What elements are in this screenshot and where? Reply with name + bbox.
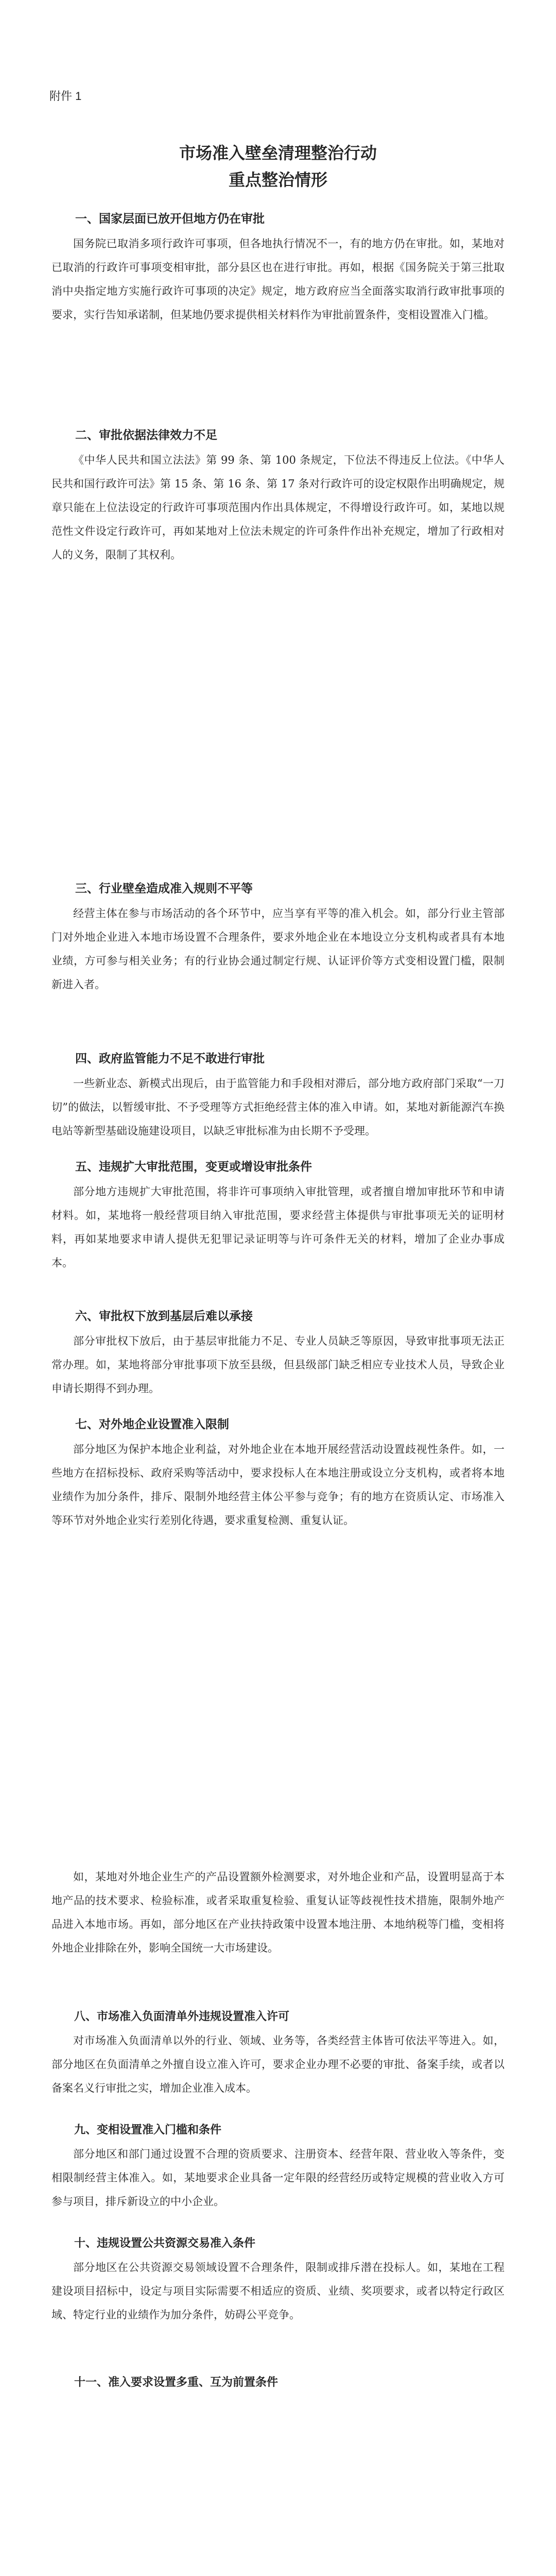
section-paragraph: 部分地区在公共资源交易领域设置不合理条件，限制或排斥潜在投标人。如，某地在工程建设项目招标中，设定与项目实际需要不相适应的资质、业绩、奖项要求，或者以特定行政区域、特定行业的业绩作为加分条件，妨碍公平竞争。	[51, 2261, 505, 2321]
section-1	[51, 206, 505, 327]
document-title	[51, 140, 505, 193]
section-paragraph: 经营主体在参与市场活动的各个环节中，应当享有平等的准入机会。如，部分行业主管部门对外地企业进入本地市场设置不合理条件，要求外地企业在本地设立分支机构或者具有本地业绩，方可参与相关业务；有的行业协会通过制定行规、认证评价等方式变相设置门槛，限制新进入者。	[51, 907, 505, 991]
section-8	[51, 2004, 505, 2100]
section-paragraph: 《中华人民共和国立法法》第 99 条、第 100 条规定，下位法不得违反上位法。《中华人民共和国行政许可法》第 15 条、第 16 条、第 17 条对行政许可的设定权限作出明确规定，规章只能在上位法设定的行政许可事项范围内作出具体规定，不得增设行政许可。如，某地以规范性文件设定行政许可，再如某地对上位法未规定的许可条件作出补充规定，增加了行政相对人的义务，限制了其权利。	[51, 454, 505, 561]
section-paragraph: 如，某地对外地企业生产的产品设置额外检测要求，对外地企业和产品，设置明显高于本地产品的技术要求、检验标准，或者采取重复检验、重复认证等歧视性技术措施，限制外地产品进入本地市场。再如，部分地区在产业扶持政策中设置本地注册、本地纳税等门槛，变相将外地企业排除在外，影响全国统一大市场建设。	[51, 1871, 505, 1954]
section-heading: 十、违规设置公共资源交易准入条件	[74, 2236, 256, 2250]
section-7-continued	[51, 1865, 505, 1960]
section-heading: 六、审批权下放到基层后难以承接	[75, 1310, 253, 1323]
section-3	[51, 876, 505, 996]
section-heading: 九、变相设置准入门槛和条件	[74, 2123, 222, 2137]
section-heading: 五、违规扩大审批范围，变更或增设审批条件	[75, 1160, 312, 1174]
attachment-label: 附件 1	[49, 90, 82, 103]
section-heading: 二、审批依据法律效力不足	[75, 429, 217, 442]
section-heading: 四、政府监管能力不足不敢进行审批	[75, 1052, 265, 1065]
section-10	[51, 2231, 505, 2327]
section-heading: 十一、准入要求设置多重、互为前置条件	[74, 2376, 279, 2389]
section-11	[51, 2370, 505, 2395]
section-paragraph: 国务院已取消多项行政许可事项，但各地执行情况不一，有的地方仍在审批。如，某地对已取消的行政许可事项变相审批，部分县区也在进行审批。再如，根据《国务院关于第三批取消中央指定地方实施行政许可事项的决定》规定，地方政府应当全面落实取消行政审批事项的要求，实行告知承诺制，但某地仍要求提供相关材料作为审批前置条件，变相设置准入门槛。	[51, 238, 505, 321]
section-heading: 八、市场准入负面清单外违规设置准入许可	[74, 2010, 290, 2023]
title-line-2: 重点整治情形	[228, 170, 327, 190]
section-paragraph: 一些新业态、新模式出现后，由于监管能力和手段相对滞后，部分地方政府部门采取“一刀切”的做法，以暂缓审批、不予受理等方式拒绝经营主体的准入申请。如，某地对新能源汽车换电站等新型基础设施建设项目，以缺乏审批标准为由长期不予受理。	[51, 1077, 505, 1137]
section-2	[51, 422, 505, 567]
section-paragraph: 部分审批权下放后，由于基层审批能力不足、专业人员缺乏等原因，导致审批事项无法正常办理。如，某地将部分审批事项下放至县级，但县级部门缺乏相应专业技术人员，导致企业申请长期得不到办理。	[51, 1335, 505, 1395]
section-5	[51, 1154, 505, 1275]
section-paragraph: 部分地方违规扩大审批范围，将非许可事项纳入审批管理，或者擅自增加审批环节和申请材料。如，某地将一般经营项目纳入审批范围，要求经营主体提供与审批事项无关的证明材料，再如某地要求申请人提供无犯罪记录证明等与许可条件无关的材料，增加了企业办事成本。	[51, 1185, 505, 1269]
section-heading: 三、行业壁垒造成准入规则不平等	[75, 882, 253, 895]
section-paragraph: 对市场准入负面清单以外的行业、领域、业务等，各类经营主体皆可依法平等进入。如，部分地区在负面清单之外擅自设立准入许可，要求企业办理不必要的审批、备案手续，或者以备案名义行审批之实，增加企业准入成本。	[51, 2035, 505, 2094]
section-7	[51, 1412, 505, 1532]
section-paragraph: 部分地区和部门通过设置不合理的资质要求、注册资本、经营年限、营业收入等条件，变相限制经营主体准入。如，某地要求企业具备一定年限的经营经历或特定规模的营业收入方可参与项目，排斥新设立的中小企业。	[51, 2148, 505, 2208]
title-line-1: 市场准入壁垒清理整治行动	[179, 143, 377, 163]
section-heading: 七、对外地企业设置准入限制	[75, 1418, 229, 1431]
section-heading: 一、国家层面已放开但地方仍在审批	[75, 212, 265, 226]
section-6	[51, 1303, 505, 1400]
section-4	[51, 1046, 505, 1143]
section-9	[51, 2117, 505, 2213]
section-paragraph: 部分地区为保护本地企业利益，对外地企业在本地开展经营活动设置歧视性条件。如，一些地方在招标投标、政府采购等活动中，要求投标人在本地注册或设立分支机构，或者将本地业绩作为加分条件，排斥、限制外地经营主体公平参与竞争；有的地方在资质认定、市场准入等环节对外地企业实行差别化待遇，要求重复检测、重复认证。	[51, 1443, 505, 1527]
